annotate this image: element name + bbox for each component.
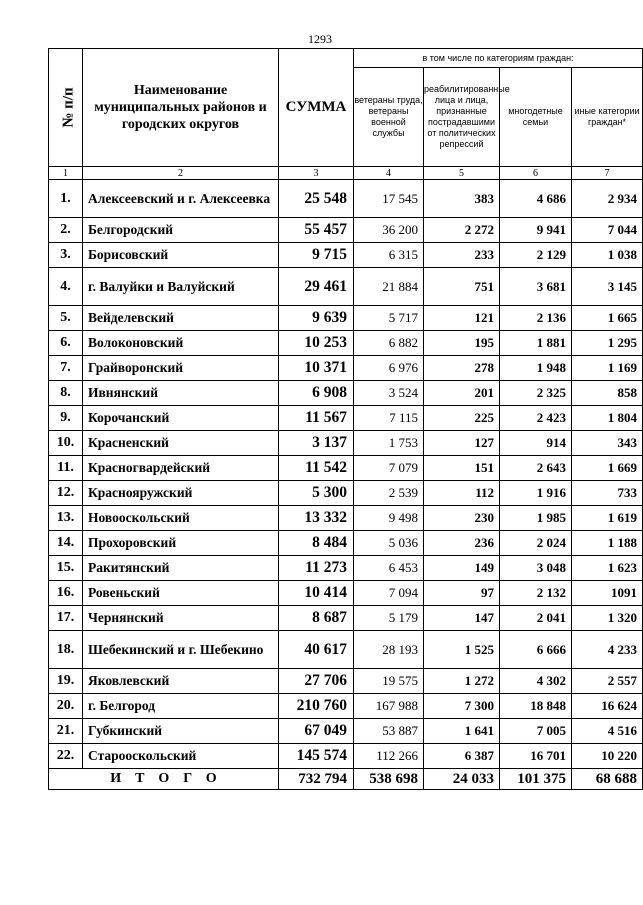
total-veterans: 538 698 — [354, 769, 424, 790]
large-families-value: 4 302 — [500, 669, 572, 694]
row-sum: 11 542 — [279, 456, 354, 481]
veterans-value: 7 115 — [354, 406, 424, 431]
table-row — [49, 406, 643, 431]
other-value: 733 — [572, 481, 643, 506]
row-number: 11. — [49, 456, 83, 481]
row-sum: 11 567 — [279, 406, 354, 431]
large-families-value: 2 325 — [500, 381, 572, 406]
other-value: 1 804 — [572, 406, 643, 431]
district-name: Алексеевский и г. Алексеевка — [83, 180, 279, 218]
rehabilitated-value: 6 387 — [424, 744, 500, 769]
veterans-value: 5 717 — [354, 306, 424, 331]
district-name: г. Валуйки и Валуйский — [83, 268, 279, 306]
large-families-value: 1 948 — [500, 356, 572, 381]
other-value: 3 145 — [572, 268, 643, 306]
row-sum: 67 049 — [279, 719, 354, 744]
large-families-value: 2 041 — [500, 606, 572, 631]
other-value: 1 038 — [572, 243, 643, 268]
row-number: 3. — [49, 243, 83, 268]
veterans-value: 7 079 — [354, 456, 424, 481]
row-number: 17. — [49, 606, 83, 631]
large-families-value: 1 881 — [500, 331, 572, 356]
total-rehabilitated: 24 033 — [424, 769, 500, 790]
row-sum: 27 706 — [279, 669, 354, 694]
table-row — [49, 268, 643, 306]
other-value: 16 624 — [572, 694, 643, 719]
district-name: Корочанский — [83, 406, 279, 431]
table-row — [49, 506, 643, 531]
veterans-value: 6 882 — [354, 331, 424, 356]
col-number: 7 — [572, 167, 643, 180]
allocation-table — [48, 48, 643, 790]
rehabilitated-value: 1 525 — [424, 631, 500, 669]
district-name: Красногвардейский — [83, 456, 279, 481]
veterans-value: 5 036 — [354, 531, 424, 556]
rehabilitated-value: 112 — [424, 481, 500, 506]
table-row — [49, 243, 643, 268]
large-families-value: 7 005 — [500, 719, 572, 744]
table-row — [49, 356, 643, 381]
row-number: 14. — [49, 531, 83, 556]
district-name: Ракитянский — [83, 556, 279, 581]
district-name: Шебекинский и г. Шебекино — [83, 631, 279, 669]
district-name: Красненский — [83, 431, 279, 456]
row-number: 9. — [49, 406, 83, 431]
district-name: Белгородский — [83, 218, 279, 243]
col-number: 5 — [424, 167, 500, 180]
row-sum: 5 300 — [279, 481, 354, 506]
header-group: в том числе по категориям граждан: — [354, 49, 643, 68]
row-sum: 8 484 — [279, 531, 354, 556]
district-name: Волоконовский — [83, 331, 279, 356]
large-families-value: 2 132 — [500, 581, 572, 606]
row-number: 2. — [49, 218, 83, 243]
large-families-value: 914 — [500, 431, 572, 456]
rehabilitated-value: 195 — [424, 331, 500, 356]
row-number: 6. — [49, 331, 83, 356]
row-number: 8. — [49, 381, 83, 406]
district-name: Ивнянский — [83, 381, 279, 406]
row-sum: 145 574 — [279, 744, 354, 769]
large-families-value: 1 916 — [500, 481, 572, 506]
row-sum: 25 548 — [279, 180, 354, 218]
rehabilitated-value: 278 — [424, 356, 500, 381]
table-row — [49, 531, 643, 556]
rehabilitated-value: 201 — [424, 381, 500, 406]
row-number: 5. — [49, 306, 83, 331]
row-number: 19. — [49, 669, 83, 694]
large-families-value: 2 024 — [500, 531, 572, 556]
veterans-value: 3 524 — [354, 381, 424, 406]
other-value: 7 044 — [572, 218, 643, 243]
header-number: № п/п — [49, 49, 83, 167]
district-name: Борисовский — [83, 243, 279, 268]
row-sum: 3 137 — [279, 431, 354, 456]
header-cat-veterans: ветераны труда, ветераны военной службы — [354, 68, 424, 167]
row-sum: 210 760 — [279, 694, 354, 719]
large-families-value: 3 048 — [500, 556, 572, 581]
other-value: 1 669 — [572, 456, 643, 481]
rehabilitated-value: 383 — [424, 180, 500, 218]
rehabilitated-value: 97 — [424, 581, 500, 606]
veterans-value: 6 453 — [354, 556, 424, 581]
row-sum: 6 908 — [279, 381, 354, 406]
large-families-value: 3 681 — [500, 268, 572, 306]
other-value: 4 233 — [572, 631, 643, 669]
district-name: Чернянский — [83, 606, 279, 631]
other-value: 1091 — [572, 581, 643, 606]
row-sum: 10 414 — [279, 581, 354, 606]
table-row — [49, 719, 643, 744]
large-families-value: 4 686 — [500, 180, 572, 218]
table-row — [49, 431, 643, 456]
table-row — [49, 456, 643, 481]
rehabilitated-value: 121 — [424, 306, 500, 331]
veterans-value: 6 315 — [354, 243, 424, 268]
large-families-value: 2 643 — [500, 456, 572, 481]
table-row — [49, 581, 643, 606]
other-value: 1 188 — [572, 531, 643, 556]
other-value: 1 169 — [572, 356, 643, 381]
row-number: 4. — [49, 268, 83, 306]
row-sum: 29 461 — [279, 268, 354, 306]
page-number: 1293 — [308, 32, 332, 46]
col-number: 1 — [49, 167, 83, 180]
row-sum: 13 332 — [279, 506, 354, 531]
large-families-value: 2 423 — [500, 406, 572, 431]
other-value: 858 — [572, 381, 643, 406]
header-cat-rehabilitated: реабилитированные лица и лица, признанные пострадавшими от политических репрессий — [424, 68, 500, 167]
other-value: 10 220 — [572, 744, 643, 769]
large-families-value: 2 129 — [500, 243, 572, 268]
veterans-value: 6 976 — [354, 356, 424, 381]
veterans-value: 21 884 — [354, 268, 424, 306]
row-sum: 8 687 — [279, 606, 354, 631]
row-sum: 11 273 — [279, 556, 354, 581]
rehabilitated-value: 147 — [424, 606, 500, 631]
veterans-value: 1 753 — [354, 431, 424, 456]
veterans-value: 7 094 — [354, 581, 424, 606]
veterans-value: 167 988 — [354, 694, 424, 719]
col-number: 2 — [83, 167, 279, 180]
district-name: Грайворонский — [83, 356, 279, 381]
other-value: 1 619 — [572, 506, 643, 531]
veterans-value: 36 200 — [354, 218, 424, 243]
header-name: Наименование муниципальных районов и городских округов — [83, 49, 279, 167]
row-number: 15. — [49, 556, 83, 581]
rehabilitated-value: 2 272 — [424, 218, 500, 243]
row-number: 21. — [49, 719, 83, 744]
district-name: Старооскольский — [83, 744, 279, 769]
other-value: 1 623 — [572, 556, 643, 581]
row-number: 13. — [49, 506, 83, 531]
table-row — [49, 556, 643, 581]
rehabilitated-value: 233 — [424, 243, 500, 268]
row-number: 20. — [49, 694, 83, 719]
large-families-value: 16 701 — [500, 744, 572, 769]
large-families-value: 1 985 — [500, 506, 572, 531]
large-families-value: 2 136 — [500, 306, 572, 331]
veterans-value: 112 266 — [354, 744, 424, 769]
other-value: 343 — [572, 431, 643, 456]
table-row — [49, 180, 643, 218]
veterans-value: 19 575 — [354, 669, 424, 694]
row-sum: 55 457 — [279, 218, 354, 243]
table-row — [49, 381, 643, 406]
table-row — [49, 218, 643, 243]
table-row — [49, 631, 643, 669]
rehabilitated-value: 151 — [424, 456, 500, 481]
table-row — [49, 606, 643, 631]
row-sum: 9 715 — [279, 243, 354, 268]
row-sum: 40 617 — [279, 631, 354, 669]
district-name: Ровеньский — [83, 581, 279, 606]
col-number: 6 — [500, 167, 572, 180]
row-number: 16. — [49, 581, 83, 606]
header-sum: СУММА — [279, 49, 354, 167]
veterans-value: 2 539 — [354, 481, 424, 506]
rehabilitated-value: 149 — [424, 556, 500, 581]
row-number: 7. — [49, 356, 83, 381]
veterans-value: 53 887 — [354, 719, 424, 744]
row-sum: 10 371 — [279, 356, 354, 381]
other-value: 1 320 — [572, 606, 643, 631]
large-families-value: 9 941 — [500, 218, 572, 243]
table-row — [49, 306, 643, 331]
row-number: 12. — [49, 481, 83, 506]
other-value: 2 934 — [572, 180, 643, 218]
district-name: Вейделевский — [83, 306, 279, 331]
district-name: Новооскольский — [83, 506, 279, 531]
large-families-value: 18 848 — [500, 694, 572, 719]
veterans-value: 17 545 — [354, 180, 424, 218]
large-families-value: 6 666 — [500, 631, 572, 669]
header-cat-large-families: многодетные семьи — [500, 68, 572, 167]
district-name: Яковлевский — [83, 669, 279, 694]
table-row — [49, 694, 643, 719]
rehabilitated-value: 7 300 — [424, 694, 500, 719]
district-name: Губкинский — [83, 719, 279, 744]
rehabilitated-value: 751 — [424, 268, 500, 306]
table-row — [49, 331, 643, 356]
other-value: 1 295 — [572, 331, 643, 356]
table-row — [49, 744, 643, 769]
rehabilitated-value: 1 272 — [424, 669, 500, 694]
rehabilitated-value: 225 — [424, 406, 500, 431]
table-row — [49, 481, 643, 506]
header-cat-other: иные категории граждан* — [572, 68, 643, 167]
rehabilitated-value: 1 641 — [424, 719, 500, 744]
total-row — [49, 769, 643, 790]
row-number: 1. — [49, 180, 83, 218]
row-sum: 10 253 — [279, 331, 354, 356]
veterans-value: 28 193 — [354, 631, 424, 669]
district-name: Прохоровский — [83, 531, 279, 556]
col-number: 4 — [354, 167, 424, 180]
veterans-value: 5 179 — [354, 606, 424, 631]
total-sum: 732 794 — [279, 769, 354, 790]
other-value: 2 557 — [572, 669, 643, 694]
other-value: 4 516 — [572, 719, 643, 744]
row-number: 18. — [49, 631, 83, 669]
other-value: 1 665 — [572, 306, 643, 331]
veterans-value: 9 498 — [354, 506, 424, 531]
col-number: 3 — [279, 167, 354, 180]
total-label: ИТОГО — [49, 769, 279, 790]
row-sum: 9 639 — [279, 306, 354, 331]
row-number: 22. — [49, 744, 83, 769]
table-row — [49, 669, 643, 694]
rehabilitated-value: 230 — [424, 506, 500, 531]
rehabilitated-value: 127 — [424, 431, 500, 456]
district-name: г. Белгород — [83, 694, 279, 719]
rehabilitated-value: 236 — [424, 531, 500, 556]
district-name: Краснояружский — [83, 481, 279, 506]
total-other: 68 688 — [572, 769, 643, 790]
total-large-families: 101 375 — [500, 769, 572, 790]
row-number: 10. — [49, 431, 83, 456]
